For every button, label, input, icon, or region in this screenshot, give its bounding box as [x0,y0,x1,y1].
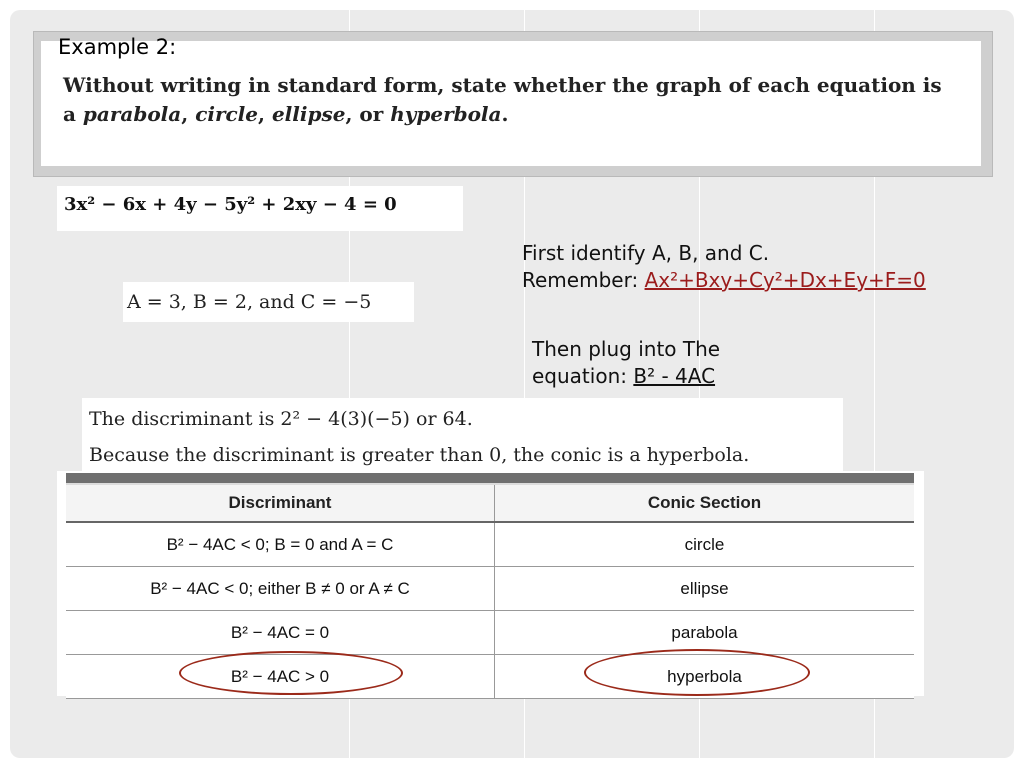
conic-cell: parabola [495,611,915,655]
header-conic-section: Conic Section [495,485,915,522]
question-text [63,71,973,129]
example-title: Example 2: [58,35,177,59]
discriminant-formula: B² - 4AC [633,364,716,388]
discriminant-line-2: Because the discriminant is greater than 0, the conic is a hyperbola. [89,444,750,466]
header-discriminant: Discriminant [66,485,495,522]
table-row [66,567,914,611]
conic-cell: circle [495,522,915,567]
plug-line-2: equation: B² - 4AC [532,364,716,388]
identify-note [522,240,926,294]
remember-line: Remember: Ax²+Bxy+Cy²+Dx+Ey+F=0 [522,268,926,292]
highlight-ellipse-discriminant [179,651,403,695]
table-top-bar [66,473,914,483]
discriminant-cell: B² − 4AC < 0; B = 0 and A = C [66,522,495,567]
question-line-1: Without writing in standard form, state whether the graph of each equation is [63,73,942,97]
discriminant-cell: B² − 4AC < 0; either B ≠ 0 or A ≠ C [66,567,495,611]
plug-line-1: Then plug into The [532,337,721,361]
general-form-link[interactable]: Ax²+Bxy+Cy²+Dx+Ey+F=0 [644,268,926,292]
plug-note [532,336,720,390]
conic-cell: hyperbola [495,655,915,699]
equation-text: 3x² − 6x + 4y − 5y² + 2xy − 4 = 0 [64,194,397,215]
discriminant-cell: B² − 4AC = 0 [66,611,495,655]
table-header-row [66,485,914,522]
discriminant-text [89,401,749,473]
coefficients-text: A = 3, B = 2, and C = −5 [127,291,372,313]
table-row [66,611,914,655]
discriminant-cell: B² − 4AC > 0 [66,655,495,699]
discriminant-line-1: The discriminant is 2² − 4(3)(−5) or 64. [89,408,473,430]
question-line-2: a parabola, circle, ellipse, or hyperbola. [63,102,509,126]
conic-cell: ellipse [495,567,915,611]
highlight-ellipse-hyperbola [584,649,810,696]
identify-line: First identify A, B, and C. [522,241,770,265]
table-row [66,522,914,567]
